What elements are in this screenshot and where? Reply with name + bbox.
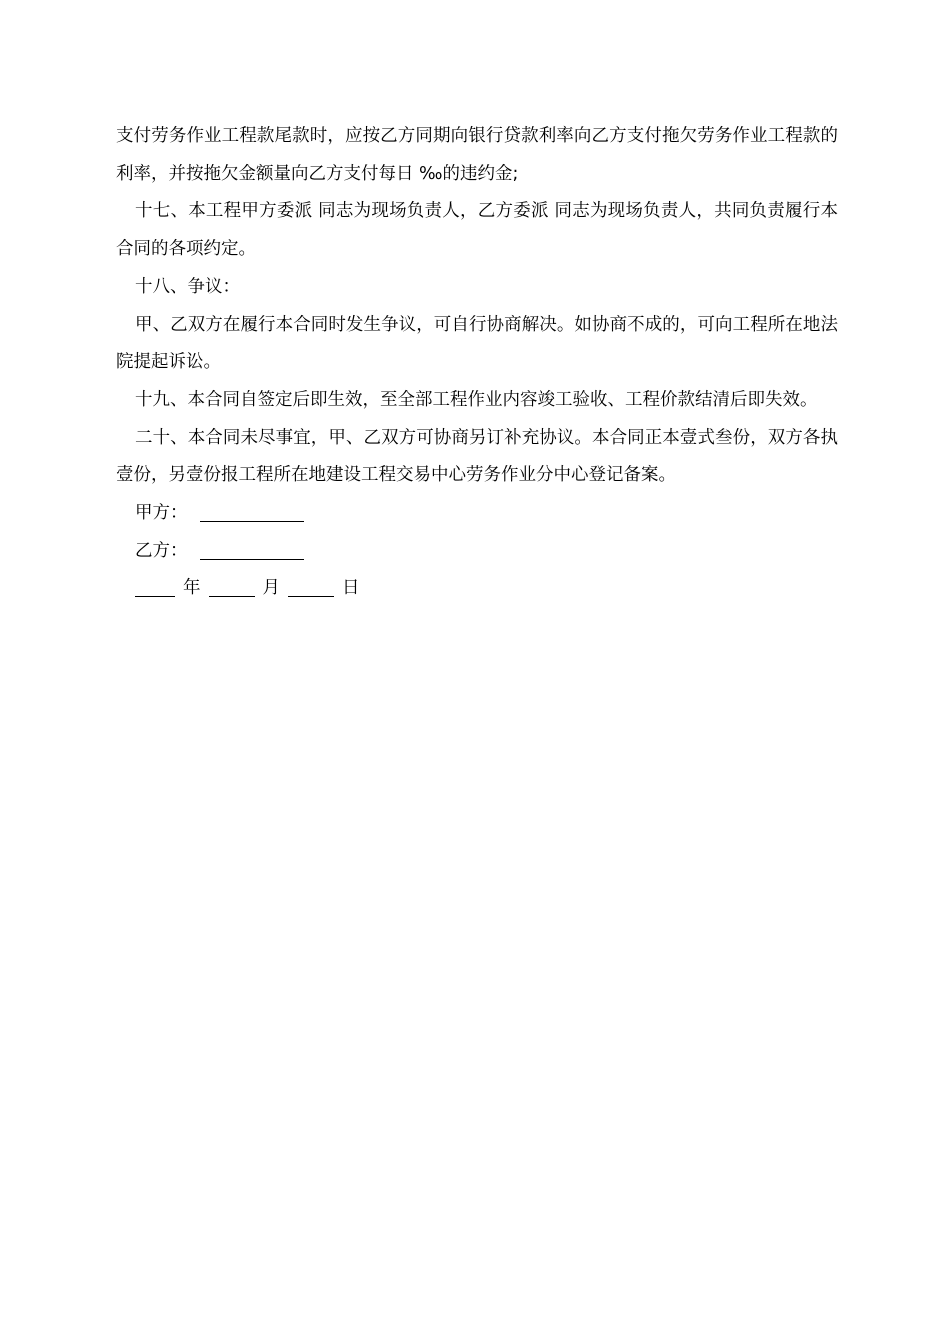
paragraph-payment-terms: 支付劳务作业工程款尾款时，应按乙方同期向银行贷款利率向乙方支付拖欠劳务作业工程款的利率，并按拖欠金额量向乙方支付每日 ‰的违约金; xyxy=(116,126,838,184)
paragraph-clause-18-heading: 十八、争议： xyxy=(135,276,240,297)
day-blank xyxy=(288,595,334,597)
party-b-label: 乙方： xyxy=(135,540,188,561)
party-a-label: 甲方： xyxy=(135,503,188,524)
party-b-signature-line xyxy=(116,533,838,571)
month-label: 月 xyxy=(262,578,280,599)
party-a-signature-line xyxy=(116,495,838,533)
year-blank xyxy=(135,595,175,597)
paragraph-clause-19: 十九、本合同自签定后即生效，至全部工程作业内容竣工验收、工程价款结清后即失效。 xyxy=(135,389,818,410)
paragraph-clause-17: 十七、本工程甲方委派 同志为现场负责人，乙方委派 同志为现场负责人，共同负责履行本合同的各项约定。 xyxy=(116,201,838,260)
party-a-blank xyxy=(200,520,304,522)
paragraph-dispute-resolution: 甲、乙双方在履行本合同时发生争议，可自行协商解决。如协商不成的，可向工程所在地法院提起诉讼。 xyxy=(116,314,838,373)
year-label: 年 xyxy=(183,578,201,599)
month-blank xyxy=(209,595,255,597)
party-b-blank xyxy=(200,558,304,560)
document-page xyxy=(116,118,838,608)
paragraph-clause-20: 二十、本合同未尽事宜，甲、乙双方可协商另订补充协议。本合同正本壹式叁份，双方各执壹份，另壹份报工程所在地建设工程交易中心劳务作业分中心登记备案。 xyxy=(116,427,838,486)
day-label: 日 xyxy=(342,578,360,599)
date-line xyxy=(116,570,838,608)
